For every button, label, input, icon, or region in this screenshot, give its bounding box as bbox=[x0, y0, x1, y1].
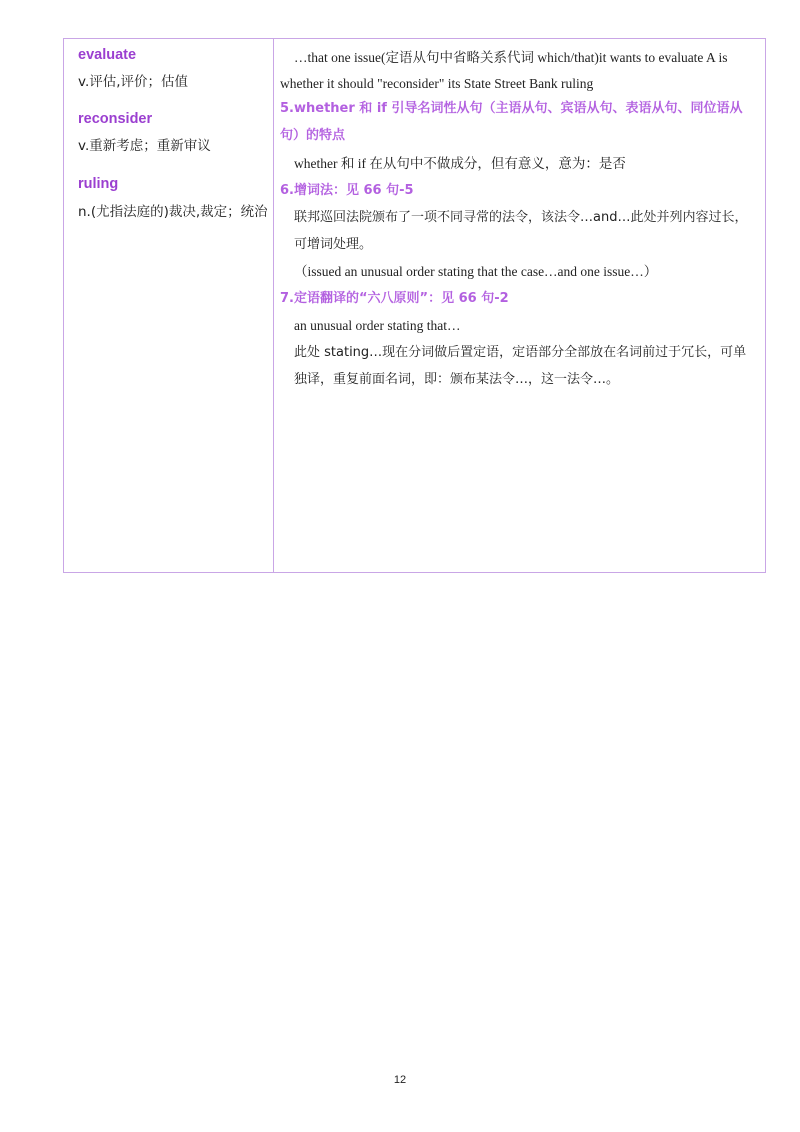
translation-paragraph: 联邦巡回法院颁布了一项不同寻常的法令，该法令…and…此处并列内容过长，可增词处理。 bbox=[294, 210, 748, 252]
analysis-line: （issued an unusual order stating that the case…and one issue…） bbox=[294, 264, 658, 279]
vocab-word-ruling: ruling bbox=[78, 176, 119, 192]
vocab-definition-reconsider: v.重新考虑；重新审议 bbox=[78, 138, 211, 154]
translation-paragraph: 此处 stating…现在分词做后置定语，定语部分全部放在名词前过于冗长，可单独译，重复前面名词，即：颁布某法令…，这一法令…。 bbox=[294, 345, 747, 387]
analysis-line: an unusual order stating that… bbox=[294, 318, 461, 333]
section-heading-6: 6.增词法：见 66 句-5 bbox=[280, 183, 414, 198]
vocab-definition-ruling: n.(尤指法庭的)裁决,裁定；统治 bbox=[78, 204, 268, 220]
analysis-line: whether it should "reconsider" its State Street Bank ruling bbox=[280, 76, 594, 91]
analysis-line: …that one issue(定语从句中省略关系代词 which/that)it wants to evaluate A is bbox=[294, 50, 728, 65]
notes-table bbox=[63, 38, 766, 573]
vocab-word-evaluate: evaluate bbox=[78, 47, 137, 63]
analysis-line: whether 和 if 在从句中不做成分，但有意义，意为：是否 bbox=[294, 156, 626, 171]
vocab-word-reconsider: reconsider bbox=[78, 111, 153, 127]
page-number: 12 bbox=[393, 1074, 407, 1086]
vocabulary-column bbox=[64, 39, 274, 572]
vocab-definition-evaluate: v.评估,评价；估值 bbox=[78, 74, 189, 90]
section-heading-7: 7.定语翻译的“六八原则”：见 66 句-2 bbox=[280, 291, 509, 306]
analysis-column bbox=[274, 39, 765, 572]
section-heading-5: 5.whether 和 if 引导名词性从句（主语从句、宾语从句、表语从句、同位语从句）的特点 bbox=[280, 101, 743, 143]
